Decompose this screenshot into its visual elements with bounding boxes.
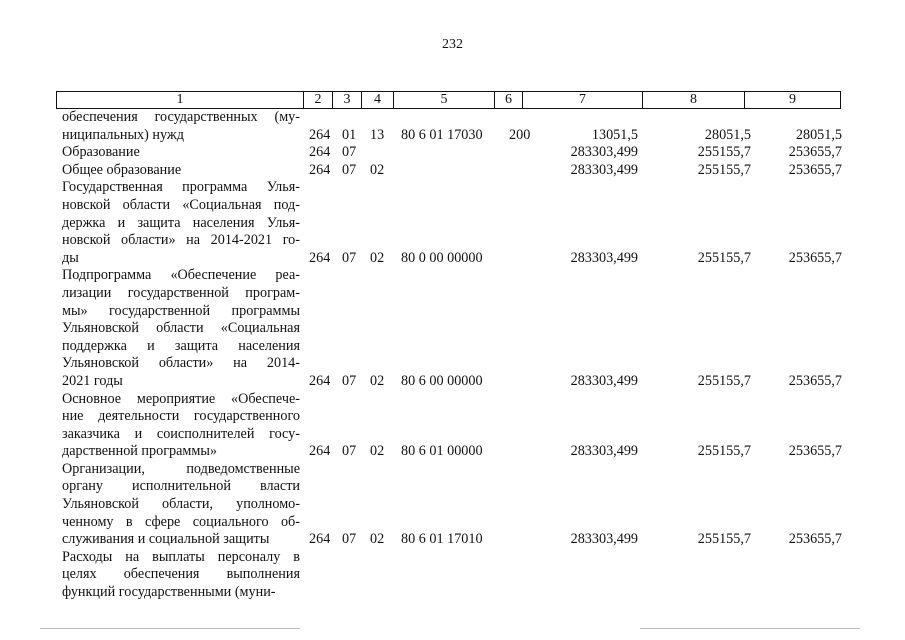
cell-c8: 255155,7	[697, 249, 751, 266]
cell-c2: 264	[309, 144, 331, 161]
row-line	[62, 320, 852, 338]
cell-c8: 255155,7	[697, 372, 751, 389]
cell-c7: 283303,499	[570, 443, 638, 460]
row-line	[62, 127, 852, 145]
header-col-2: 2	[303, 92, 332, 108]
row-line	[62, 566, 852, 584]
row-line	[62, 232, 852, 250]
cell-c7: 283303,499	[570, 531, 638, 548]
table-row	[62, 109, 852, 144]
cell-c3: 07	[342, 144, 357, 161]
row-line	[62, 267, 852, 285]
header-col-3: 3	[332, 92, 361, 108]
row-line	[62, 496, 852, 514]
cell-c2: 264	[309, 126, 331, 143]
cell-c4: 13	[370, 126, 385, 143]
cell-c3: 07	[342, 531, 357, 548]
row-description-text: Ульяновской области» на 2014-	[62, 355, 300, 372]
cell-c5: 80 0 00 00000	[401, 249, 483, 266]
row-description-text: мы» государственной программы	[62, 302, 300, 319]
cell-c8: 255155,7	[697, 144, 751, 161]
row-description-text: дарственной программы»	[62, 443, 218, 460]
header-col-5: 5	[393, 92, 494, 108]
row-description-text: служивания и социальной защиты	[62, 531, 270, 548]
row-line	[62, 285, 852, 303]
cell-c7: 283303,499	[570, 144, 638, 161]
header-col-6: 6	[494, 92, 522, 108]
cell-c7: 283303,499	[570, 249, 638, 266]
table-row	[62, 549, 852, 602]
row-line	[62, 478, 852, 496]
row-line	[62, 514, 852, 532]
row-description-text: новской области» на 2014-2021 го-	[62, 232, 300, 249]
cell-c9: 253655,7	[788, 372, 842, 389]
cell-c8: 28051,5	[704, 126, 751, 143]
header-col-9: 9	[744, 92, 840, 108]
row-description-text: целях обеспечения выполнения	[62, 566, 300, 583]
cell-c5: 80 6 01 00000	[401, 443, 483, 460]
cell-c7: 283303,499	[570, 161, 638, 178]
row-description-text: Ульяновской области «Социальная	[62, 320, 300, 337]
row-description-text: новской области «Социальная под-	[62, 196, 300, 213]
cell-c8: 255155,7	[697, 531, 751, 548]
row-line	[62, 549, 852, 567]
header-col-7: 7	[522, 92, 642, 108]
cell-c3: 07	[342, 443, 357, 460]
cell-c4: 02	[370, 372, 385, 389]
row-line	[62, 250, 852, 268]
row-line	[62, 215, 852, 233]
row-line	[62, 162, 852, 180]
cell-c3: 07	[342, 249, 357, 266]
cell-c9: 253655,7	[788, 144, 842, 161]
row-description-text: ченному в сфере социального об-	[62, 513, 300, 530]
cell-c3: 07	[342, 161, 357, 178]
row-description-text: 2021 годы	[62, 372, 123, 389]
row-description-text: лизации государственной програм-	[62, 284, 300, 301]
cell-c5: 80 6 01 17030	[401, 126, 483, 143]
table-row	[62, 144, 852, 162]
cell-c8: 255155,7	[697, 443, 751, 460]
row-description-text: Ульяновской области, уполномо-	[62, 496, 300, 513]
cell-c2: 264	[309, 531, 331, 548]
cell-c9: 253655,7	[788, 161, 842, 178]
page-number: 232	[442, 37, 463, 52]
row-line	[62, 179, 852, 197]
table-row	[62, 267, 852, 390]
cell-c5: 80 6 01 17010	[401, 531, 483, 548]
header-col-4: 4	[361, 92, 393, 108]
cell-c7: 13051,5	[591, 126, 638, 143]
row-description-text: Общее образование	[62, 161, 182, 178]
row-description-text: Организации, подведомственные	[62, 460, 300, 477]
cell-c5: 80 6 00 00000	[401, 372, 483, 389]
row-description-text: органу исполнительной власти	[62, 478, 300, 495]
cell-c9: 253655,7	[788, 249, 842, 266]
cell-c4: 02	[370, 161, 385, 178]
table-header	[56, 91, 841, 109]
row-line	[62, 426, 852, 444]
row-description-text: ние деятельности государственного	[62, 408, 300, 425]
table-row	[62, 179, 852, 267]
row-description-text: Подпрограмма «Обеспечение реа-	[62, 267, 300, 284]
row-line	[62, 584, 852, 602]
row-line	[62, 109, 852, 127]
row-line	[62, 461, 852, 479]
table-row	[62, 461, 852, 549]
row-line	[62, 531, 852, 549]
cell-c3: 07	[342, 372, 357, 389]
cell-c2: 264	[309, 249, 331, 266]
cell-c9: 28051,5	[795, 126, 842, 143]
cell-c3: 01	[342, 126, 357, 143]
cell-c4: 02	[370, 443, 385, 460]
row-line	[62, 391, 852, 409]
cell-c8: 255155,7	[697, 161, 751, 178]
row-description-text: держка и защита населения Улья-	[62, 214, 300, 231]
header-col-8: 8	[642, 92, 744, 108]
cell-c2: 264	[309, 443, 331, 460]
cell-c2: 264	[309, 161, 331, 178]
cell-c2: 264	[309, 372, 331, 389]
row-description-text: ниципальных) нужд	[62, 126, 184, 143]
cell-c4: 02	[370, 531, 385, 548]
row-description-text: заказчика и соисполнителей госу-	[62, 425, 300, 442]
cell-c6: 200	[509, 126, 531, 143]
cell-c4: 02	[370, 249, 385, 266]
scan-artifact	[640, 628, 860, 629]
row-description-text: Основное мероприятие «Обеспече-	[62, 390, 300, 407]
row-description-text: обеспечения государственных (му-	[62, 109, 300, 125]
header-col-1: 1	[176, 92, 184, 107]
row-line	[62, 338, 852, 356]
cell-c9: 253655,7	[788, 531, 842, 548]
row-description-text: Государственная программа Улья-	[62, 179, 300, 196]
row-line	[62, 443, 852, 461]
row-description-text: Образование	[62, 144, 140, 161]
table-row	[62, 391, 852, 461]
row-line	[62, 373, 852, 391]
row-description-text: поддержка и защита населения	[62, 337, 300, 354]
cell-c7: 283303,499	[570, 372, 638, 389]
row-line	[62, 144, 852, 162]
row-description-text: функций государственными (муни-	[62, 584, 276, 601]
row-line	[62, 355, 852, 373]
table-body	[62, 109, 852, 602]
row-description-text: Расходы на выплаты персоналу в	[62, 548, 300, 565]
table-row	[62, 162, 852, 180]
row-line	[62, 303, 852, 321]
row-line	[62, 197, 852, 215]
row-description-text: ды	[62, 249, 79, 266]
cell-c9: 253655,7	[788, 443, 842, 460]
scan-artifact	[40, 628, 300, 629]
row-line	[62, 408, 852, 426]
